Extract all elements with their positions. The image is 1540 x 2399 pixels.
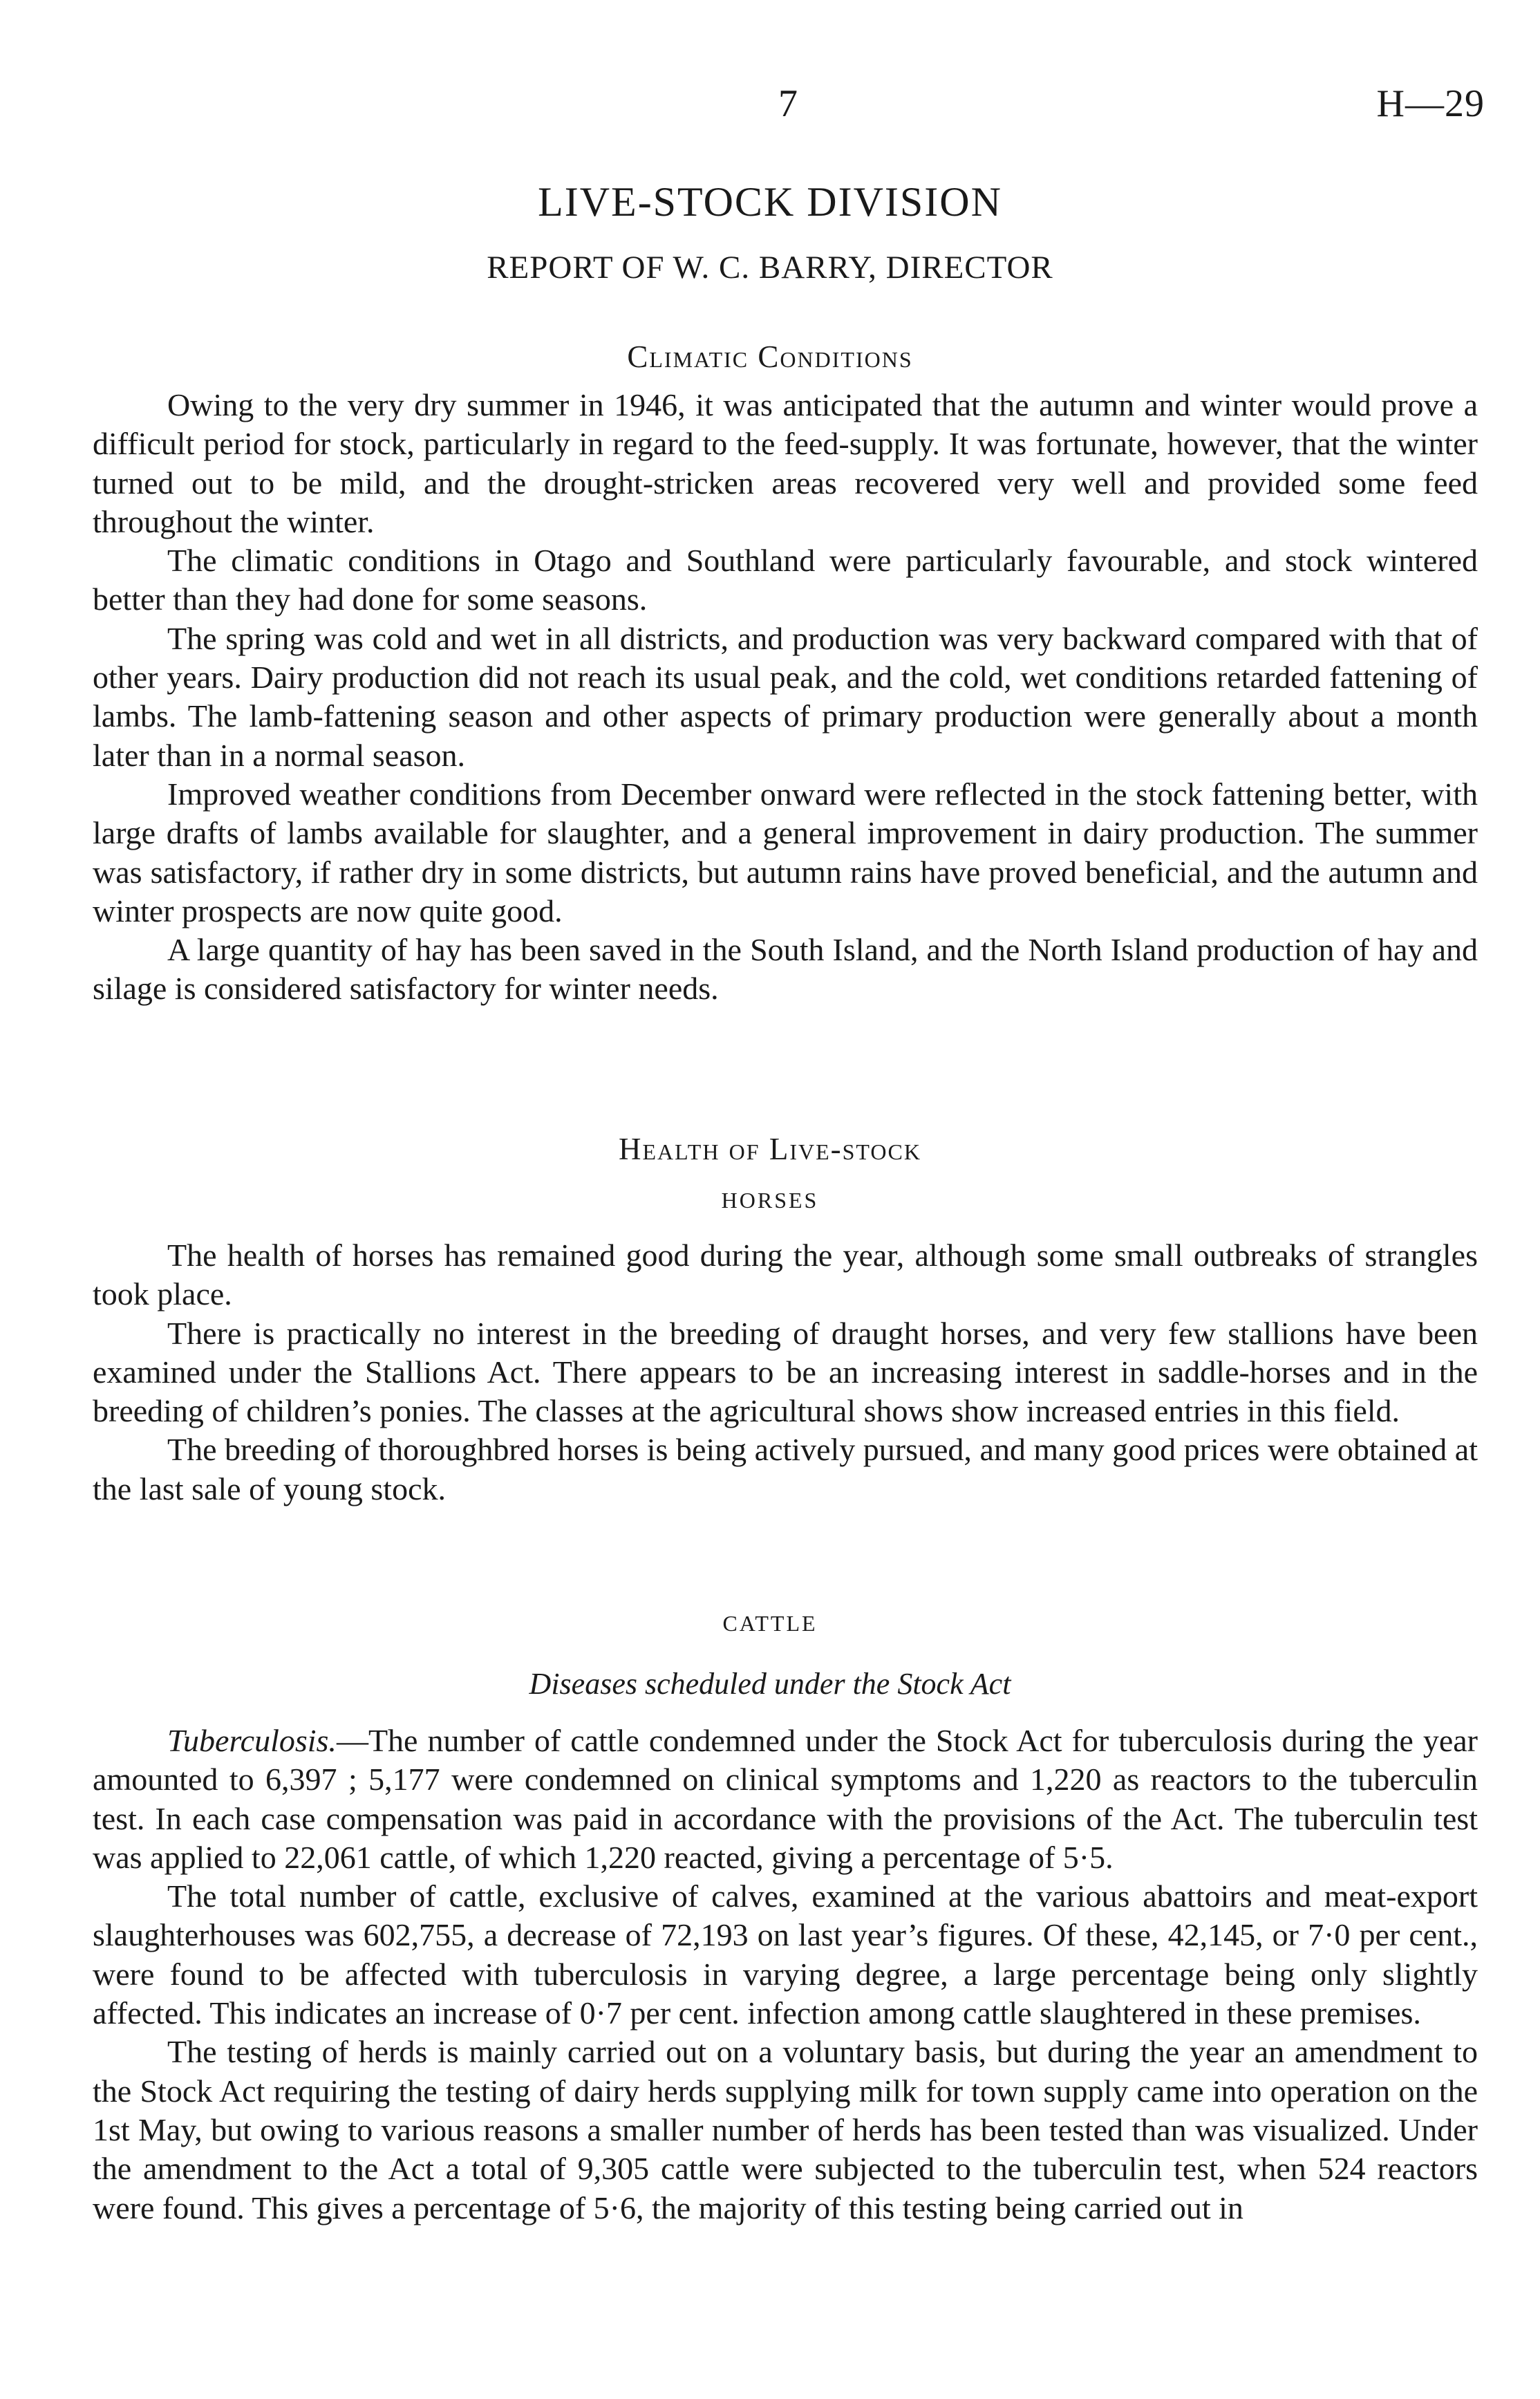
page-number: 7 xyxy=(778,82,798,125)
horses-section xyxy=(93,1236,1478,1509)
diseases-scheduled-heading: Diseases scheduled under the Stock Act xyxy=(529,1667,1011,1701)
horses-heading: HORSES xyxy=(721,1188,819,1213)
paragraph: The spring was cold and wet in all districts, and production was very backward compared with that of other years. Dairy production did not reach its usual peak, and the cold, wet conditions retarded fattening of lambs. The lamb-fattening season and other aspects of primary production were generally about a month later than in a normal season. xyxy=(93,620,1478,773)
paragraph: The testing of herds is mainly carried out on a voluntary basis, but during the year an amendment to the Stock Act requiring the testing of dairy herds supplying milk for town supply came into operation on the 1st May, but owing to various reasons a smaller number of herds has been tested than was visualized. Under the amendment to the Act a total of 9,305 cattle were subjected to the tuberculin test, when 524 reactors were found. This gives a percentage of 5·6, the majority of this testing being carried out in xyxy=(93,2034,1478,2225)
cattle-section xyxy=(93,1721,1478,2228)
paragraph: There is practically no interest in the breeding of draught horses, and very few stallions have been examined under the Stallions Act. There appears to be an increasing interest in saddle-horses and in the breeding of children’s ponies. The classes at the agricultural shows show increased entries in this field. xyxy=(93,1315,1478,1429)
paragraph: The climatic conditions in Otago and Southland were particularly favourable, and stock wintered better than they had done for some seasons. xyxy=(93,543,1478,617)
cattle-heading: CATTLE xyxy=(722,1611,818,1636)
paragraph: A large quantity of hay has been saved in the South Island, and the North Island production of hay and silage is considered satisfactory for winter needs. xyxy=(93,932,1478,1007)
tuberculosis-text: —The number of cattle condemned under the Stock Act for tuberculosis during the year amounted to 6,397 ; 5,177 were condemned on clinical symptoms and 1,220 as reactors to the tuberculin test. In each case compensation was paid in accordance with the provisions of the Act. The tuberculin test was applied to 22,061 cattle, of which 1,220 reacted, giving a percentage of 5·5. xyxy=(93,1723,1478,1875)
paragraph: The health of horses has remained good during the year, although some small outbreaks of strangles took place. xyxy=(93,1238,1478,1312)
paragraph: The breeding of thoroughbred horses is being actively pursued, and many good prices were obtained at the last sale of young stock. xyxy=(93,1432,1478,1506)
health-of-live-stock-heading: Health of Live-stock xyxy=(619,1132,921,1166)
climatic-conditions-heading: Climatic Conditions xyxy=(627,339,913,374)
paragraph: The total number of cattle, exclusive of calves, examined at the various abattoirs and meat-export slaughterhouses was 602,755, a decrease of 72,193 on last year’s figures. Of these, 42,145, or 7·0 per cent., were found to be affected with tuberculosis in varying degree, a large percentage being only slightly affected. This indicates an increase of 0·7 per cent. infection among cattle slaughtered in these premises. xyxy=(93,1878,1478,2031)
tuberculosis-label: Tuberculosis. xyxy=(167,1723,337,1758)
climatic-conditions-section xyxy=(93,386,1478,1009)
paragraph: Owing to the very dry summer in 1946, it was anticipated that the autumn and winter would prove a difficult period for stock, particularly in regard to the feed-supply. It was fortunate, however, that the winter turned out to be mild, and the drought-stricken areas recovered very well and provided some feed throughout the winter. xyxy=(93,387,1478,539)
report-subtitle: REPORT OF W. C. BARRY, DIRECTOR xyxy=(487,250,1053,286)
division-title: LIVE-STOCK DIVISION xyxy=(538,179,1002,225)
paragraph: Improved weather conditions from December onward were reflected in the stock fattening better, with large drafts of lambs available for slaughter, and a general improvement in dairy production. The summer was satisfactory, if rather dry in some districts, but autumn rains have proved beneficial, and the autumn and winter prospects are now quite good. xyxy=(93,776,1478,928)
document-code: H—29 xyxy=(1376,82,1485,125)
tuberculosis-paragraph xyxy=(93,1721,1478,1877)
